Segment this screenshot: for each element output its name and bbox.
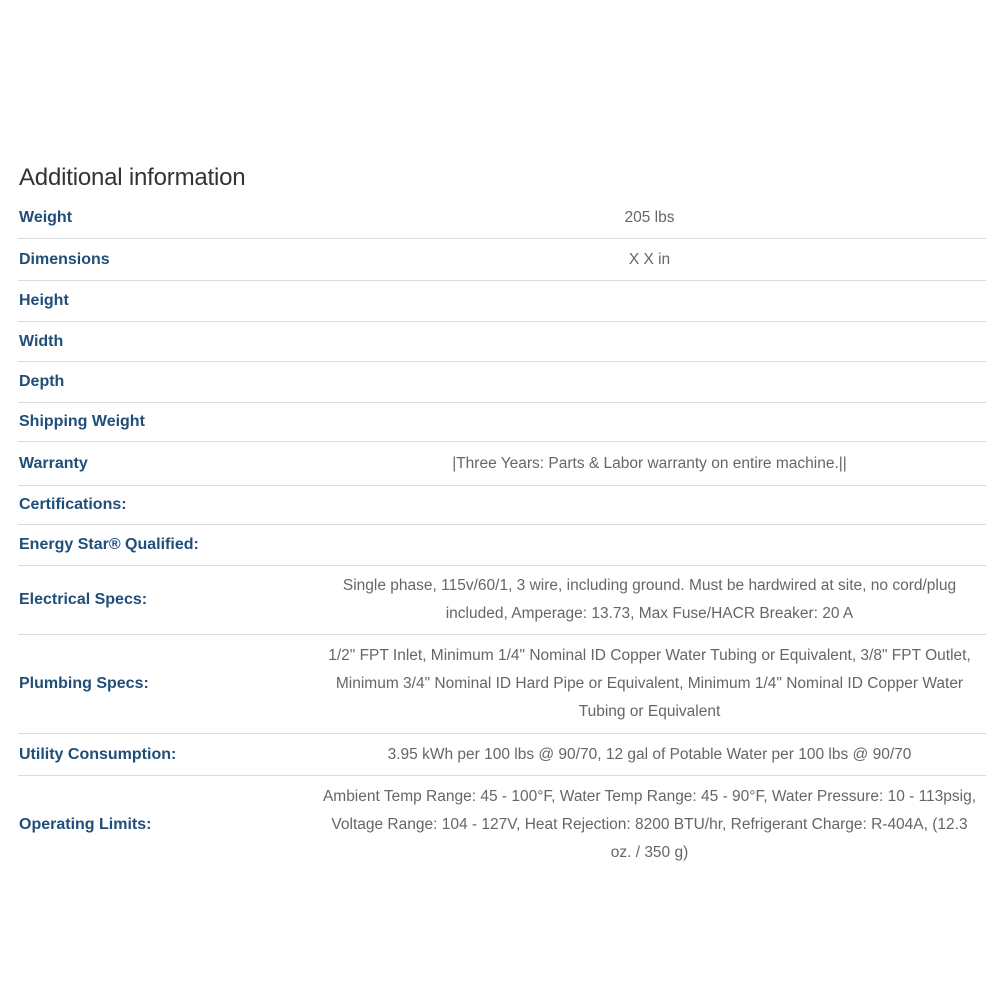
section-title: Additional information — [19, 164, 246, 191]
additional-info-table — [18, 197, 986, 874]
row-label: Dimensions — [19, 250, 110, 268]
row-label: Certifications: — [19, 496, 127, 513]
row-label: Plumbing Specs: — [19, 675, 149, 692]
row-value: Single phase, 115v/60/1, 3 wire, including ground. Must be hardwired at site, no cord/plug included, Amperage: 13.73, Max Fuse/HACR Breaker: 20 A — [342, 577, 957, 622]
row-label: Depth — [19, 373, 65, 390]
table-row-height — [18, 281, 986, 322]
row-value: |Three Years: Parts & Labor warranty on entire machine.|| — [452, 454, 847, 472]
row-label: Operating Limits: — [19, 816, 152, 833]
row-label: Shipping Weight — [19, 413, 145, 430]
table-row-operating-limits — [18, 776, 986, 874]
table-row-electrical-specs — [18, 566, 986, 635]
table-row-dimensions — [18, 239, 986, 281]
row-label: Warranty — [19, 454, 88, 472]
row-value: Ambient Temp Range: 45 - 100°F, Water Temp Range: 45 - 90°F, Water Pressure: 10 - 113psig, Voltage Range: 104 - 127V, Heat Rejection: 8200 BTU/hr, Refrigerant Charge: R-404A, (12.3 oz. / 350 g) — [322, 788, 977, 861]
row-label: Utility Consumption: — [19, 745, 177, 763]
row-label: Electrical Specs: — [19, 591, 148, 608]
row-label: Weight — [19, 208, 73, 226]
table-row-plumbing-specs — [18, 635, 986, 734]
table-row-width — [18, 322, 986, 362]
table-row-warranty — [18, 442, 986, 486]
table-row-energy-star — [18, 525, 986, 566]
row-label: Energy Star® Qualified: — [19, 536, 199, 553]
table-row-shipping-weight — [18, 403, 986, 442]
row-value: 205 lbs — [624, 208, 675, 226]
table-row-certifications — [18, 486, 986, 525]
row-label: Width — [19, 332, 64, 350]
row-label: Height — [19, 292, 69, 309]
table-row-utility-consumption — [18, 734, 986, 776]
table-row-weight — [18, 197, 986, 239]
table-row-depth — [18, 362, 986, 403]
row-value: X X in — [628, 250, 671, 268]
row-value: 1/2" FPT Inlet, Minimum 1/4" Nominal ID Copper Water Tubing or Equivalent, 3/8" FPT Outlet, Minimum 3/4" Nominal ID Hard Pipe or Equivalent, Minimum 1/4" Nominal ID Copper Water Tubing or Equivalent — [328, 647, 971, 720]
row-value: 3.95 kWh per 100 lbs @ 90/70, 12 gal of Potable Water per 100 lbs @ 90/70 — [387, 745, 912, 763]
